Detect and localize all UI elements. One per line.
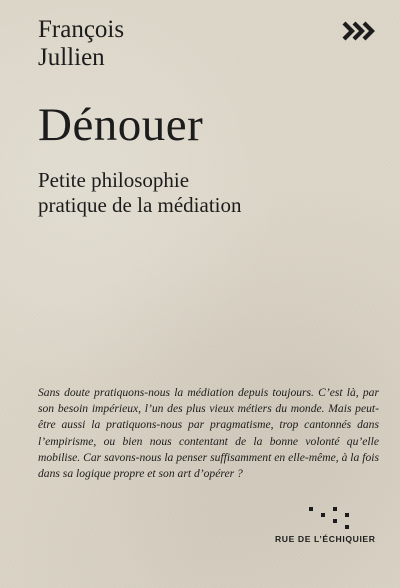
book-title: Dénouer (38, 99, 204, 151)
author-first-name: François (38, 16, 125, 43)
triple-chevron-icon (342, 20, 376, 42)
author-last-name: Jullien (38, 44, 105, 71)
subtitle-line-2: pratique de la médiation (38, 193, 242, 217)
author-name (38, 16, 124, 72)
back-blurb: Sans doute pratiquons-nous la médiation depuis toujours. C’est là, par son besoin impérieux, l’un des plus vieux métiers du monde. Mais peut-être aussi la pratiquons-nous par pragmatisme, trop cantonnés dans l’empirisme, ou bien nous contentant de la bonne volonté qu’elle mobilise. Car savons-nous la penser suffisamment en elle-même, à la fois dans sa logique propre et son art d’opérer ? (38, 386, 379, 481)
publisher-name: RUE DE L’ÉCHIQUIER (275, 534, 376, 544)
checker-dots-icon (306, 506, 356, 530)
subtitle-line-1: Petite philosophie (38, 168, 190, 192)
book-subtitle (38, 168, 242, 218)
